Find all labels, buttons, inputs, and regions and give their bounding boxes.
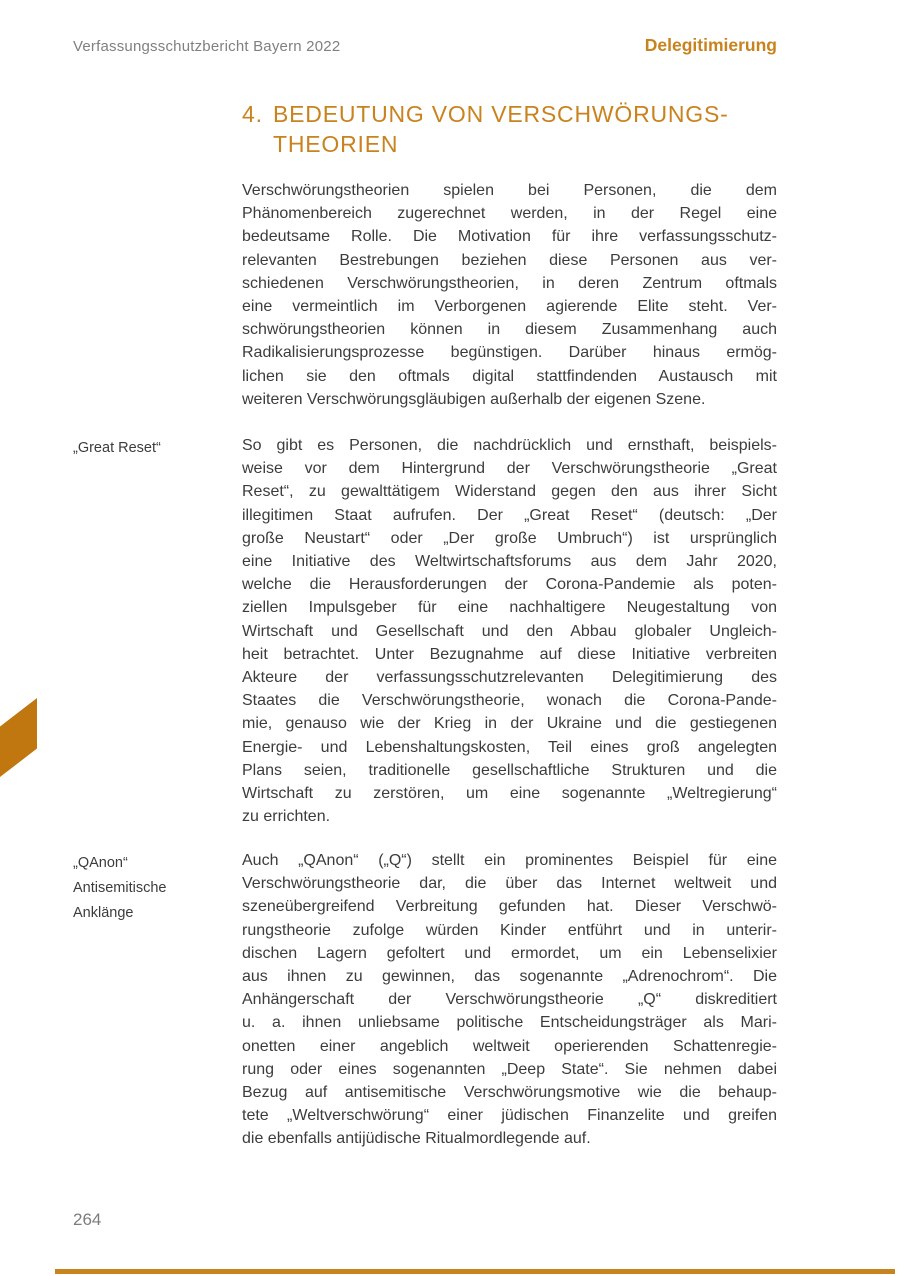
- text-line: Radikalisierungsprozesse begünstigen. Darüber hinaus ermög-: [242, 344, 777, 362]
- text-line: u. a. ihnen unliebsame politische Entscheidungsträger als Mari-: [242, 1014, 777, 1032]
- text-line: weise vor dem Hintergrund der Verschwörungstheorie „Great: [242, 460, 777, 478]
- text-line: relevanten Bestrebungen beziehen diese Personen aus ver-: [242, 251, 777, 269]
- text-line: tete „Weltverschwörung“ einer jüdischen Finanzelite und greifen: [242, 1107, 777, 1125]
- text-line: Phänomenbereich zugerechnet werden, in der Regel eine: [242, 205, 777, 223]
- margin-note-qanon: [73, 851, 238, 926]
- text-line: mie, genauso wie der Krieg in der Ukraine und die gestiegenen: [242, 715, 777, 733]
- text-line: schwörungstheorien können in diesem Zusammenhang auch: [242, 321, 777, 339]
- text-line: heit betrachtet. Unter Bezugnahme auf diese Initiative verbreiten: [242, 645, 777, 663]
- margin-note-great-reset: [73, 436, 238, 461]
- text-line: So gibt es Personen, die nachdrücklich und ernsthaft, beispiels-: [242, 437, 777, 454]
- margin-accent-shape: [0, 698, 37, 777]
- section-heading: [242, 99, 729, 159]
- text-line: THEORIEN: [273, 131, 399, 157]
- text-line: aus ihnen zu gewinnen, das sogenannte „Adrenochrom“. Die: [242, 968, 777, 986]
- text-line: rung oder eines sogenannten „Deep State“. Sie nehmen dabei: [242, 1060, 777, 1078]
- text-line: bedeutsame Rolle. Die Motivation für ihre verfassungsschutz-: [242, 228, 777, 246]
- section-number: 4.: [242, 101, 263, 127]
- text-line: welche die Herausforderungen der Corona-Pandemie als poten-: [242, 576, 777, 594]
- text-line: Verschwörungstheorie dar, die über das Internet weltweit und: [242, 875, 777, 893]
- text-line: eine vermeintlich im Verborgenen agierende Elite steht. Ver-: [242, 298, 777, 316]
- text-line: schiedenen Verschwörungstheorien, in deren Zentrum oftmals: [242, 274, 777, 292]
- text-line: Plans seien, traditionelle gesellschaftliche Strukturen und die: [242, 761, 777, 779]
- text-line: Wirtschaft zu zerstören, um eine sogenannte „Weltregierung“: [242, 785, 777, 803]
- text-line: Energie- und Lebenshaltungskosten, Teil eines groß angelegten: [242, 738, 777, 756]
- text-line: szeneübergreifend Verbreitung gefunden hat. Dieser Verschwö-: [242, 898, 777, 916]
- text-line: Bezug auf antisemitische Verschwörungsmotive wie die behaup-: [242, 1084, 777, 1102]
- text-line: weiteren Verschwörungsgläubigen außerhalb der eigenen Szene.: [242, 390, 706, 408]
- chapter-label: Delegitimierung: [644, 35, 777, 55]
- text-line: rungstheorie zufolge würden Kinder entführt und in unterir-: [242, 921, 777, 939]
- footer-accent-bar: [55, 1269, 895, 1274]
- text-line: große Neustart“ oder „Der große Umbruch“) ist ursprünglich: [242, 529, 777, 547]
- text-line: „QAnon“: [73, 855, 128, 871]
- body-text-intro: [242, 179, 777, 411]
- text-line: zu errichten.: [242, 808, 331, 826]
- text-line: Staates die Verschwörungstheorie, wonach die Corona-Pande-: [242, 692, 777, 710]
- text-line: illegitimen Staat aufrufen. Der „Great Reset“ (deutsch: „Der: [242, 506, 777, 524]
- text-line: Antisemitische: [73, 880, 167, 896]
- text-line: ziellen Impulsgeber für eine nachhaltigere Neugestaltung von: [242, 599, 777, 617]
- text-line: lichen sie den oftmals digital stattfindenden Austausch mit: [242, 367, 777, 385]
- report-title: Verfassungsschutzbericht Bayern 2022: [73, 38, 341, 55]
- page-number: 264: [73, 1210, 102, 1229]
- text-line: dischen Lagern gefoltert und ermordet, um ein Lebenselixier: [242, 944, 777, 962]
- text-line: Auch „QAnon“ („Q“) stellt ein prominentes Beispiel für eine: [242, 852, 777, 869]
- text-line: die ebenfalls antijüdische Ritualmordlegende auf.: [242, 1130, 591, 1148]
- body-text-qanon: [242, 849, 777, 1151]
- text-line: eine Initiative des Weltwirtschaftsforums aus dem Jahr 2020,: [242, 553, 777, 571]
- text-line: Anhängerschaft der Verschwörungstheorie „Q“ diskreditiert: [242, 991, 777, 1009]
- text-line: Reset“, zu gewalttätigem Widerstand gegen den aus ihrer Sicht: [242, 483, 777, 501]
- body-text-great-reset: [242, 434, 777, 828]
- text-line: Wirtschaft und Gesellschaft und den Abbau globaler Ungleich-: [242, 622, 777, 640]
- text-line: Anklänge: [73, 905, 134, 921]
- text-line: onetten einer angeblich weltweit operierenden Schattenregie-: [242, 1037, 777, 1055]
- text-line: BEDEUTUNG VON VERSCHWÖRUNGS-: [273, 101, 729, 127]
- text-line: „Great Reset“: [73, 440, 161, 456]
- text-line: Verschwörungstheorien spielen bei Personen, die dem: [242, 182, 777, 199]
- text-line: Akteure der verfassungsschutzrelevanten Delegitimierung des: [242, 669, 777, 687]
- section-title: [273, 99, 729, 159]
